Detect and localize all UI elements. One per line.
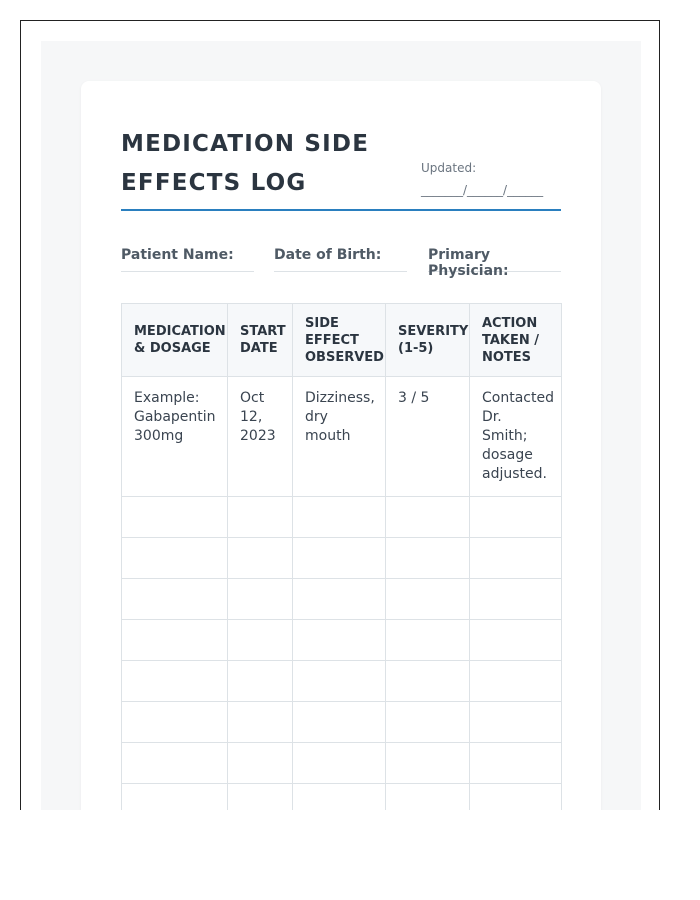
table-row [122, 538, 562, 579]
page-backdrop [41, 41, 641, 810]
header-severity: SEVERITY (1-5) [386, 304, 470, 377]
blank-cell[interactable] [293, 497, 386, 538]
page-frame [20, 20, 660, 810]
blank-cell[interactable] [386, 538, 470, 579]
blank-cell[interactable] [228, 538, 293, 579]
blank-cell[interactable] [293, 702, 386, 743]
blank-cell[interactable] [228, 784, 293, 811]
blank-cell[interactable] [122, 579, 228, 620]
updated-date-blank[interactable]: _______/______/______ [421, 183, 544, 197]
blank-cell[interactable] [470, 743, 562, 784]
blank-cell[interactable] [293, 784, 386, 811]
blank-cell[interactable] [386, 661, 470, 702]
table-header-row [122, 304, 562, 377]
cell-action-notes: Contacted Dr. Smith; dosage adjusted. [470, 377, 562, 497]
header-start-date: START DATE [228, 304, 293, 377]
patient-name-field[interactable]: Patient Name: [121, 247, 254, 272]
blank-cell[interactable] [122, 538, 228, 579]
blank-cell[interactable] [293, 620, 386, 661]
blank-cell[interactable] [228, 661, 293, 702]
table-row [122, 784, 562, 811]
blank-cell[interactable] [228, 620, 293, 661]
header-action-taken-notes: ACTION TAKEN / NOTES [470, 304, 562, 377]
updated-block [421, 161, 561, 197]
blank-cell[interactable] [122, 620, 228, 661]
blank-cell[interactable] [293, 743, 386, 784]
blank-cell[interactable] [228, 743, 293, 784]
blank-cell[interactable] [470, 661, 562, 702]
blank-cell[interactable] [470, 538, 562, 579]
blank-cell[interactable] [386, 702, 470, 743]
table-row [122, 743, 562, 784]
header-medication-dosage: MEDICATION & DOSAGE [122, 304, 228, 377]
document-header [121, 125, 561, 211]
blank-cell[interactable] [122, 702, 228, 743]
table-row [122, 661, 562, 702]
blank-cell[interactable] [122, 784, 228, 811]
blank-cell[interactable] [386, 784, 470, 811]
table-row [122, 620, 562, 661]
primary-physician-field[interactable]: Primary Physician: [428, 247, 561, 272]
blank-cell[interactable] [228, 702, 293, 743]
table-row [122, 497, 562, 538]
log-sheet [81, 81, 601, 810]
blank-cell[interactable] [386, 743, 470, 784]
blank-cell[interactable] [228, 579, 293, 620]
blank-cell[interactable] [470, 702, 562, 743]
document-title: MEDICATION SIDE EFFECTS LOG [121, 131, 370, 196]
blank-cell[interactable] [293, 579, 386, 620]
blank-cell[interactable] [470, 784, 562, 811]
blank-cell[interactable] [470, 497, 562, 538]
date-of-birth-field[interactable]: Date of Birth: [274, 247, 407, 272]
cell-side-effect: Dizziness, dry mouth [293, 377, 386, 497]
table-row [122, 702, 562, 743]
table-row [122, 579, 562, 620]
updated-label: Updated: [421, 161, 477, 175]
blank-cell[interactable] [122, 497, 228, 538]
blank-cell[interactable] [122, 743, 228, 784]
header-side-effect-observed: SIDE EFFECT OBSERVED [293, 304, 386, 377]
blank-cell[interactable] [470, 620, 562, 661]
patient-info-fields [121, 247, 561, 279]
blank-cell[interactable] [293, 538, 386, 579]
blank-cell[interactable] [122, 661, 228, 702]
side-effects-table [121, 303, 562, 810]
blank-cell[interactable] [386, 620, 470, 661]
blank-cell[interactable] [293, 661, 386, 702]
cell-start-date: Oct 12, 2023 [228, 377, 293, 497]
blank-cell[interactable] [470, 579, 562, 620]
blank-cell[interactable] [386, 579, 470, 620]
blank-cell[interactable] [228, 497, 293, 538]
table-row-example [122, 377, 562, 497]
cell-medication-dosage: Example: Gabapentin 300mg [122, 377, 228, 497]
blank-cell[interactable] [386, 497, 470, 538]
cell-severity: 3 / 5 [386, 377, 470, 497]
